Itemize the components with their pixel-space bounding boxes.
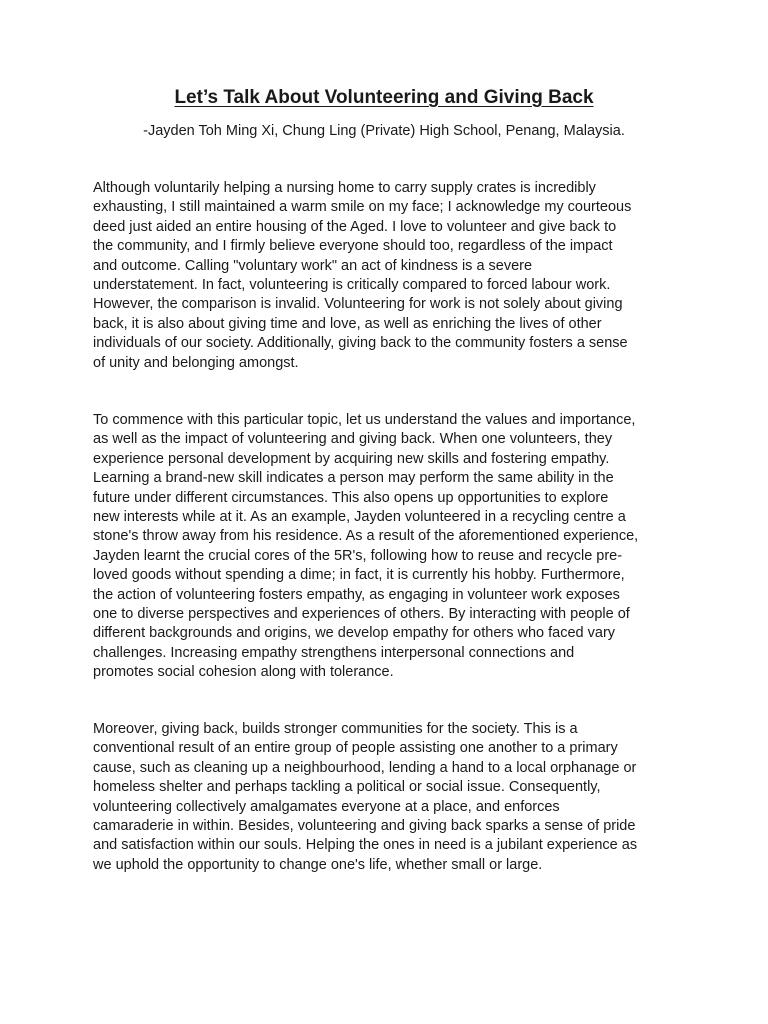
paragraph-line: deed just aided an entire housing of the Aged. I love to volunteer and give back to: [93, 218, 617, 235]
paragraph-line: different backgrounds and origins, we develop empathy for others who faced vary: [93, 625, 616, 642]
document-title: Let’s Talk About Volunteering and Giving Back: [174, 87, 594, 108]
paragraph-line: Although voluntarily helping a nursing home to carry supply crates is incredibly: [93, 180, 596, 196]
paragraph-values: [93, 411, 683, 683]
paragraph-line: the community, and I firmly believe everyone should too, regardless of the impact: [93, 238, 613, 255]
paragraph-line: new interests while at it. As an example, Jayden volunteered in a recycling centre a: [93, 509, 626, 526]
paragraph-line: and outcome. Calling "voluntary work" an act of kindness is a severe: [93, 257, 533, 274]
paragraph-line: as well as the impact of volunteering and giving back. When one volunteers, they: [93, 431, 613, 448]
paragraph-line: camaraderie in within. Besides, volunteering and giving back sparks a sense of pride: [93, 818, 636, 835]
paragraph-line: To commence with this particular topic, let us understand the values and importance,: [93, 412, 636, 428]
paragraph-line: cause, such as cleaning up a neighbourhood, lending a hand to a local orphanage or: [93, 759, 637, 776]
paragraph-line: of unity and belonging amongst.: [93, 354, 299, 371]
paragraph-line: Moreover, giving back, builds stronger communities for the society. This is a: [93, 721, 578, 737]
document-byline: -Jayden Toh Ming Xi, Chung Ling (Private) High School, Penang, Malaysia.: [143, 123, 625, 139]
paragraph-line: loved goods without spending a dime; in fact, it is currently his hobby. Furthermore,: [93, 567, 625, 584]
paragraph-line: back, it is also about giving time and love, as well as enriching the lives of other: [93, 315, 602, 332]
paragraph-line: one to diverse perspectives and experiences of others. By interacting with people of: [93, 606, 630, 623]
paragraph-line: challenges. Increasing empathy strengthens interpersonal connections and: [93, 644, 575, 661]
paragraph-line: future under different circumstances. This also opens up opportunities to explore: [93, 489, 609, 506]
paragraph-intro: [93, 179, 683, 373]
paragraph-line: understatement. In fact, volunteering is critically compared to forced labour work.: [93, 277, 611, 294]
paragraph-line: volunteering collectively amalgamates everyone at a place, and enforces: [93, 798, 560, 815]
paragraph-line: Jayden learnt the crucial cores of the 5R's, following how to reuse and recycle pre-: [93, 547, 623, 564]
paragraph-line: homeless shelter and perhaps tackling a political or social issue. Consequently,: [93, 779, 601, 796]
paragraph-line: conventional result of an entire group of people assisting one another to a primary: [93, 740, 618, 757]
paragraph-communities: [93, 720, 683, 875]
paragraph-line: experience personal development by acquiring new skills and fostering empathy.: [93, 450, 610, 467]
paragraph-line: and satisfaction within our souls. Helping the ones in need is a jubilant experience as: [93, 837, 638, 854]
paragraph-line: exhausting, I still maintained a warm smile on my face; I acknowledge my courteous: [93, 199, 632, 216]
paragraph-line: individuals of our society. Additionally, giving back to the community fosters a sense: [93, 335, 628, 352]
paragraph-line: Learning a brand-new skill indicates a person may perform the same ability in the: [93, 470, 614, 487]
paragraph-line: stone's throw away from his residence. As a result of the aforementioned experience,: [93, 528, 639, 545]
paragraph-line: However, the comparison is invalid. Volunteering for work is not solely about giving: [93, 296, 623, 313]
paragraph-line: the action of volunteering fosters empathy, as engaging in volunteer work exposes: [93, 586, 620, 603]
paragraph-line: promotes social cohesion along with tolerance.: [93, 664, 394, 681]
paragraph-line: we uphold the opportunity to change one's life, whether small or large.: [93, 856, 543, 873]
